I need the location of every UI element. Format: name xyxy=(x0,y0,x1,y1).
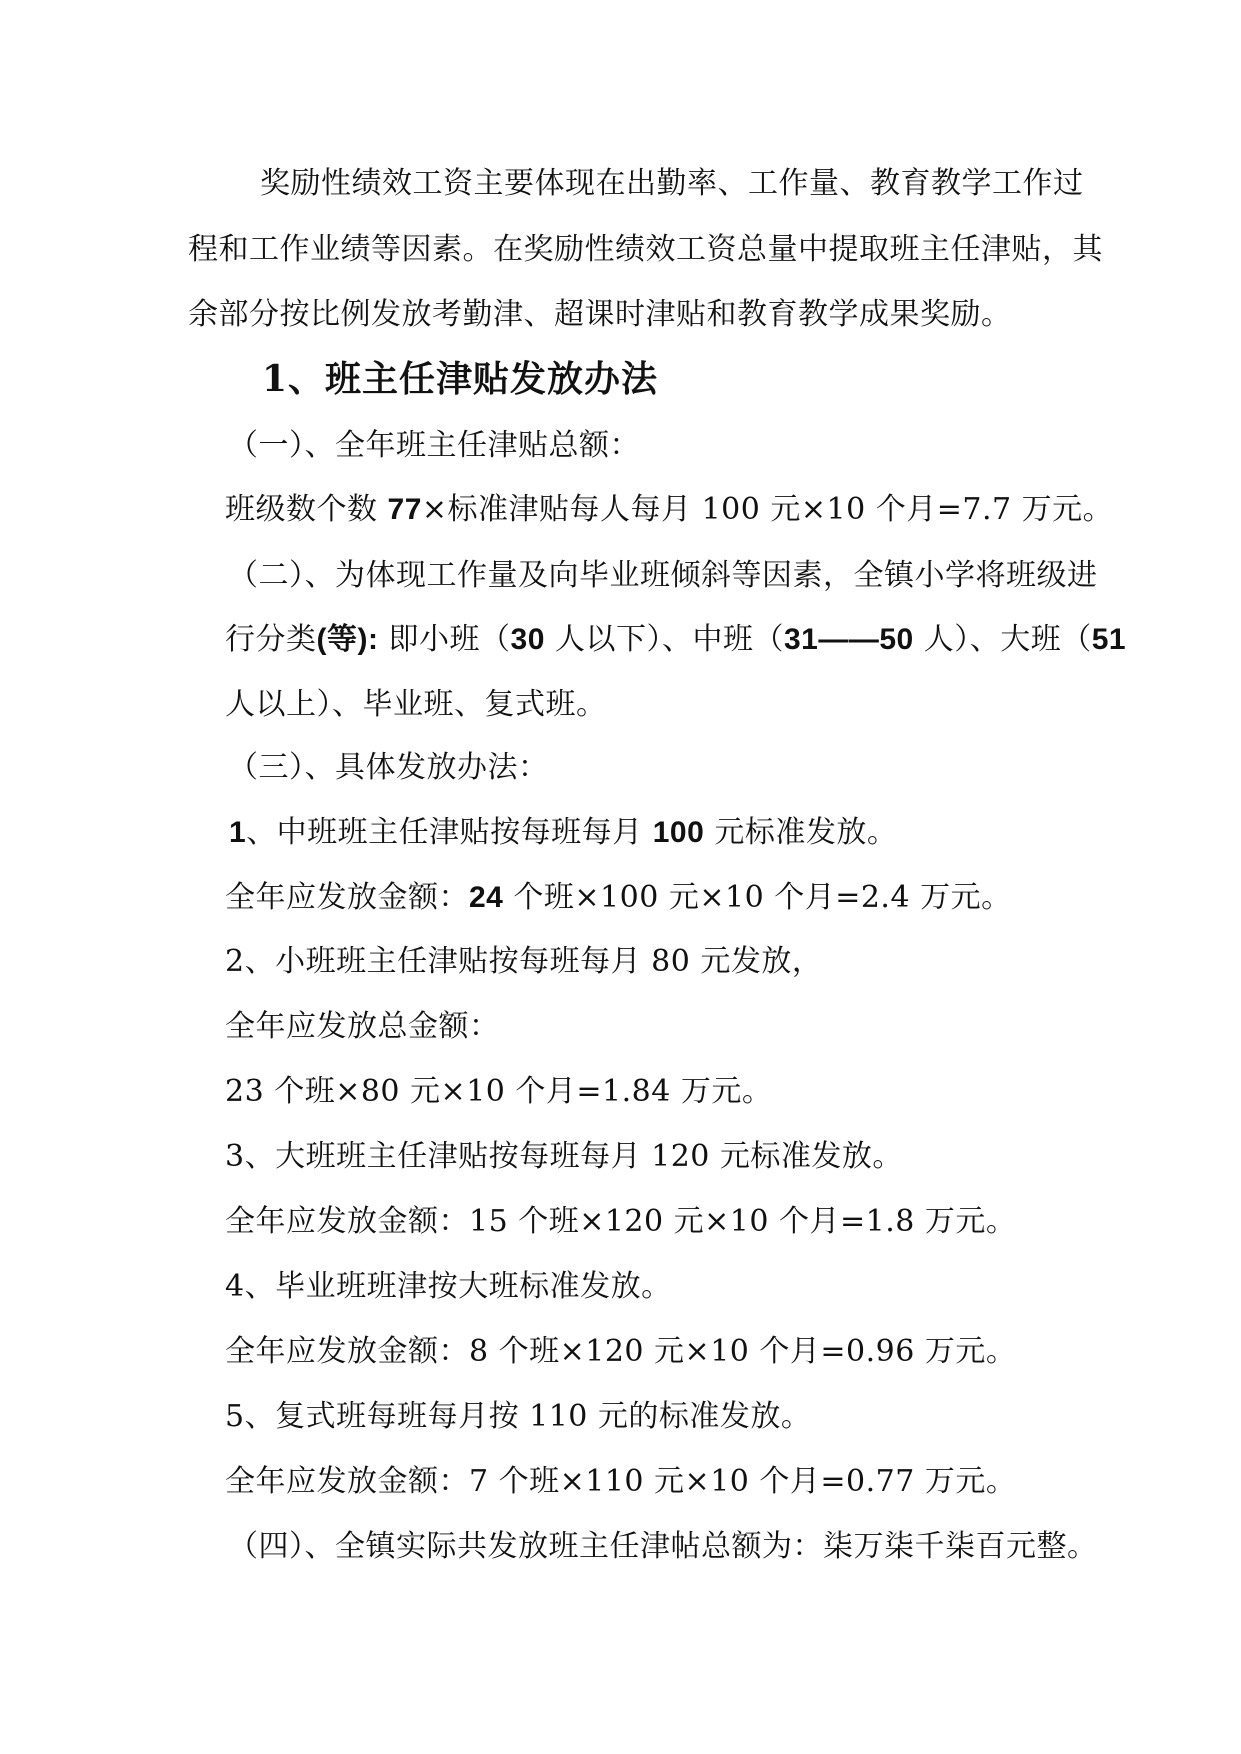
item-1-total xyxy=(225,878,1012,918)
formula-text-end: ×标准津贴每人每月 100 元×10 个月=7.7 万元。 xyxy=(421,492,1114,527)
number-bold: 30 xyxy=(510,623,545,656)
section-3-title: （三）、具体发放办法： xyxy=(228,750,549,785)
item-3-total: 全年应发放金额：15 个班×120 元×10 个月=1.8 万元。 xyxy=(225,1204,1017,1239)
intro-paragraph-line-1: 奖励性绩效工资主要体现在出勤率、工作量、教育教学工作过 xyxy=(260,166,1084,201)
number-bold: 51 xyxy=(1091,623,1127,656)
text: 元标准发放。 xyxy=(704,815,898,850)
section-2-line-3: 人以上）、毕业班、复式班。 xyxy=(225,687,607,722)
class-count-bold: 24 xyxy=(469,881,504,914)
item-2: 2、小班班主任津贴按每班每月 80 元发放， xyxy=(225,944,823,979)
item-number: 1 xyxy=(229,816,247,849)
item-2-label: 全年应发放总金额： xyxy=(225,1009,500,1044)
section-1-title: （一）、全年班主任津贴总额： xyxy=(228,428,640,463)
section-4-title: （四）、全镇实际共发放班主任津帖总额为：柒万柒千柒百元整。 xyxy=(228,1529,1098,1564)
text: 人以下）、中班（ xyxy=(544,622,784,657)
text-bold: (等): xyxy=(316,623,379,656)
amount-bold: 100 xyxy=(652,816,705,849)
text: 人）、大班（ xyxy=(913,622,1092,657)
item-5-total: 全年应发放金额：7 个班×110 元×10 个月=0.77 万元。 xyxy=(225,1464,1017,1499)
item-3: 3、大班班主任津贴按每班每月 120 元标准发放。 xyxy=(225,1139,903,1174)
section-2-line-1: （二）、为体现工作量及向毕业班倾斜等因素，全镇小学将班级进 xyxy=(228,558,1098,593)
section-1-formula xyxy=(225,490,1113,530)
section-heading: 1、班主任津贴发放办法 xyxy=(262,358,659,400)
item-2-total: 23 个班×80 元×10 个月=1.84 万元。 xyxy=(225,1074,773,1109)
number-bold: 31——50 xyxy=(783,623,914,656)
text: 即小班（ xyxy=(378,622,511,657)
item-5: 5、复式班每班每月按 110 元的标准发放。 xyxy=(225,1399,812,1434)
section-2-line-2 xyxy=(225,620,1126,660)
class-count: 77 xyxy=(387,493,422,526)
intro-paragraph-line-2: 程和工作业绩等因素。在奖励性绩效工资总量中提取班主任津贴，其 xyxy=(188,232,1103,267)
text: 、中班班主任津贴按每班每月 xyxy=(246,815,653,850)
text: 个班×100 元×10 个月=2.4 万元。 xyxy=(503,880,1012,915)
text: 行分类 xyxy=(225,622,317,657)
formula-text: 班级数个数 xyxy=(225,492,388,527)
text: 全年应发放金额： xyxy=(225,880,469,915)
intro-paragraph-line-3: 余部分按比例发放考勤津、超课时津贴和教育教学成果奖励。 xyxy=(188,297,1012,332)
item-4: 4、毕业班班津按大班标准发放。 xyxy=(225,1269,672,1304)
item-1 xyxy=(229,813,897,853)
item-4-total: 全年应发放金额：8 个班×120 元×10 个月=0.96 万元。 xyxy=(225,1334,1017,1369)
